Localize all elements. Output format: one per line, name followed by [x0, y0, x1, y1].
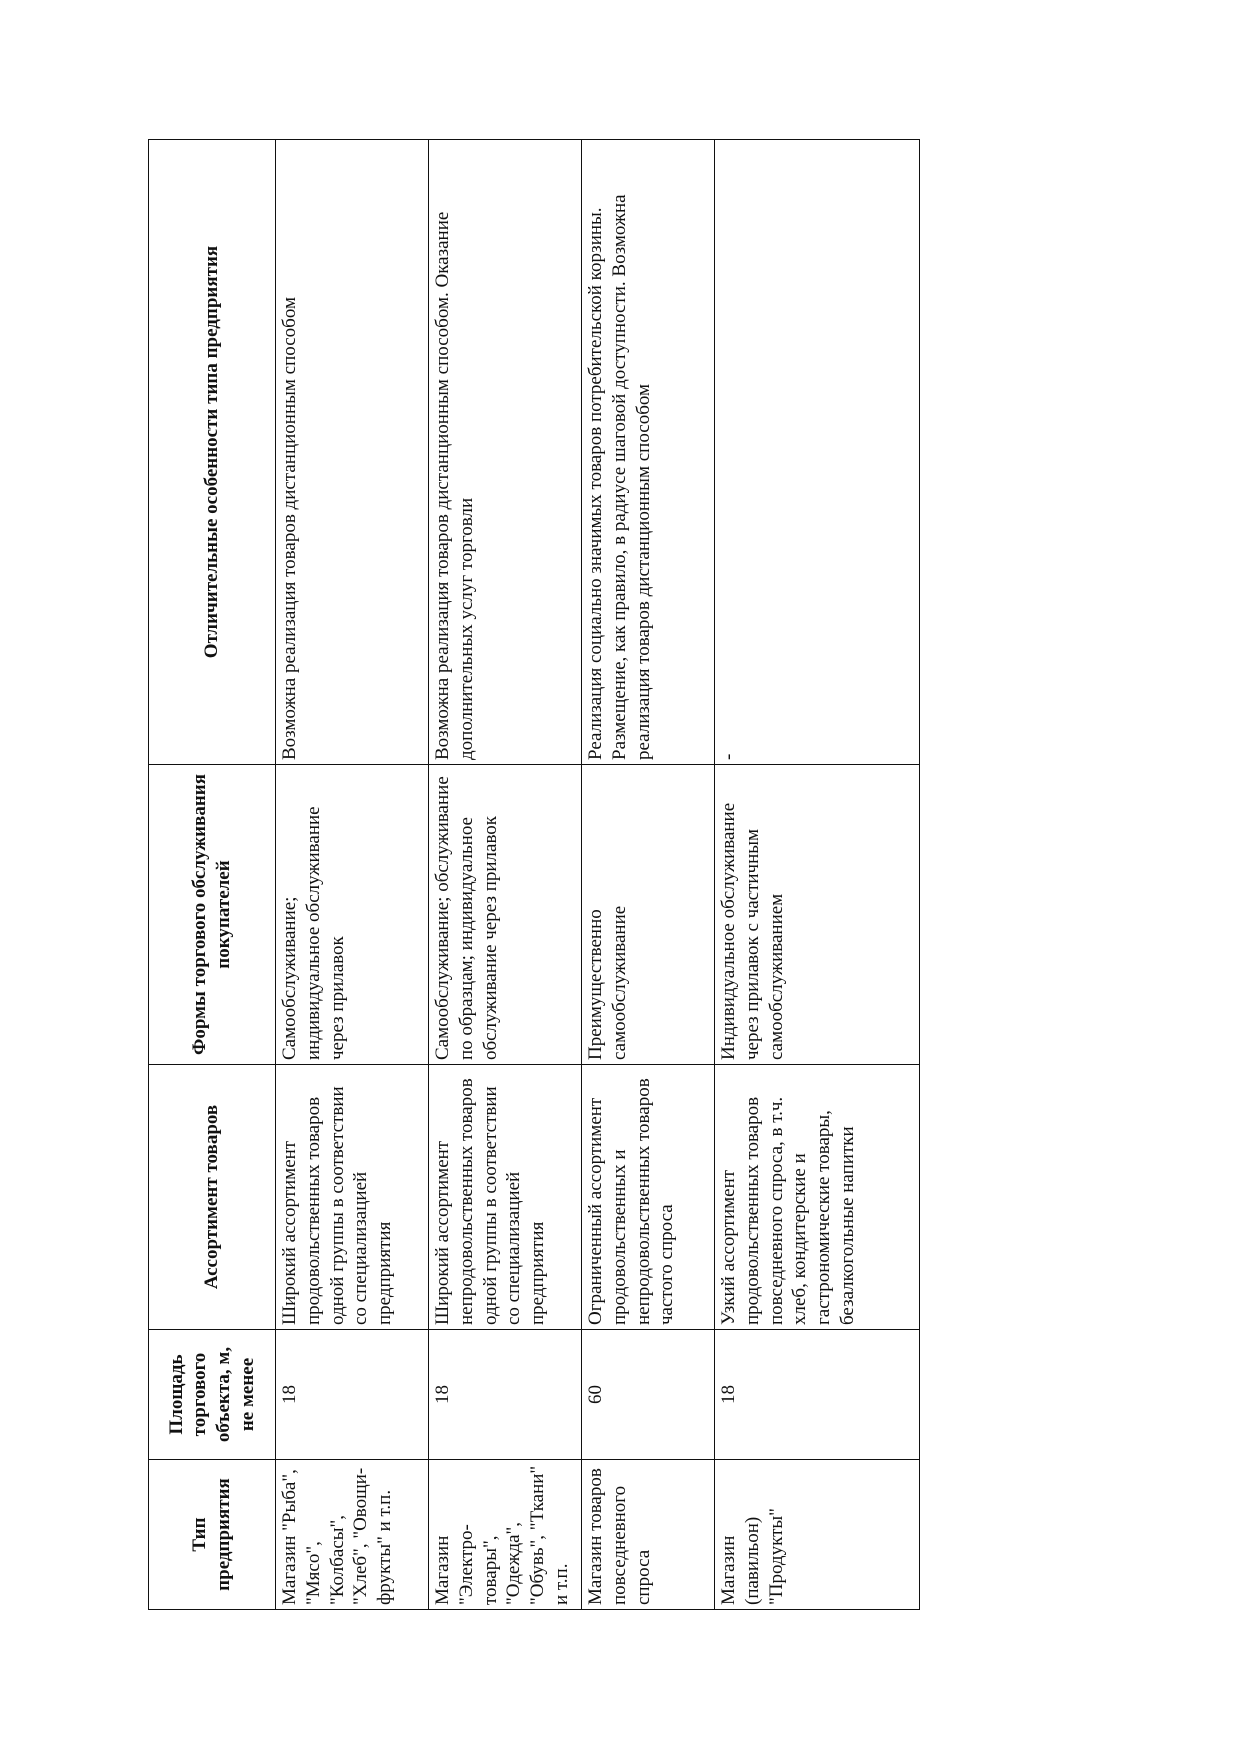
cell-features: Реализация социально значимых товаров потребительской корзины. Размещение, как правило, в радиусе шаговой доступности. Возможна реализация товаров дистанционным способом: [582, 140, 715, 765]
header-area: Площадь торгового объекта, м, не менее: [149, 1330, 276, 1460]
cell-features: -: [715, 140, 920, 765]
cell-features: Возможна реализация товаров дистанционным способом. Оказание дополнительных услуг торговли: [429, 140, 582, 765]
cell-type: Магазин (павильон) "Продукты": [715, 1460, 920, 1610]
cell-assortment: Ограниченный ассортимент продовольственных и непродовольственных товаров частого спроса: [582, 1065, 715, 1330]
cell-area: 18: [276, 1330, 429, 1460]
cell-area: 60: [582, 1330, 715, 1460]
table-row: [582, 140, 715, 1610]
cell-assortment: Широкий ассортимент продовольственных товаров одной группы в соответствии со специализацией предприятия: [276, 1065, 429, 1330]
header-service: Формы торгового обслуживания покупателей: [149, 765, 276, 1065]
cell-type: Магазин товаров повседневного спроса: [582, 1460, 715, 1610]
enterprise-types-table: [148, 139, 920, 1610]
header-assortment: Ассортимент товаров: [149, 1065, 276, 1330]
cell-service: Преимущественно самообслуживание: [582, 765, 715, 1065]
table-row: [715, 140, 920, 1610]
cell-service: Индивидуальное обслуживание через прилавок с частичным самообслуживанием: [715, 765, 920, 1065]
cell-assortment: Широкий ассортимент непродовольственных товаров одной группы в соответствии со специализацией предприятия: [429, 1065, 582, 1330]
cell-assortment: Узкий ассортимент продовольственных товаров повседневного спроса, в т.ч. хлеб, кондитерские и гастрономические товары, безалкогольные напитки: [715, 1065, 920, 1330]
table-row: [429, 140, 582, 1610]
cell-type: Магазин "Электро-товары", "Одежда", "Обувь", "Ткани" и т.п.: [429, 1460, 582, 1610]
cell-service: Самообслуживание; обслуживание по образцам; индивидуальное обслуживание через прилавок: [429, 765, 582, 1065]
cell-area: 18: [429, 1330, 582, 1460]
cell-service: Самообслуживание; индивидуальное обслуживание через прилавок: [276, 765, 429, 1065]
cell-features: Возможна реализация товаров дистанционным способом: [276, 140, 429, 765]
header-features: Отличительные особенности типа предприятия: [149, 140, 276, 765]
cell-area: 18: [715, 1330, 920, 1460]
header-type: Тип предприятия: [149, 1460, 276, 1610]
table-row: [276, 140, 429, 1610]
rotated-table-frame: [148, 140, 968, 1610]
table-header-row: [149, 140, 276, 1610]
cell-type: Магазин "Рыба", "Мясо", "Колбасы", "Хлеб", "Овощи-фрукты" и т.п.: [276, 1460, 429, 1610]
